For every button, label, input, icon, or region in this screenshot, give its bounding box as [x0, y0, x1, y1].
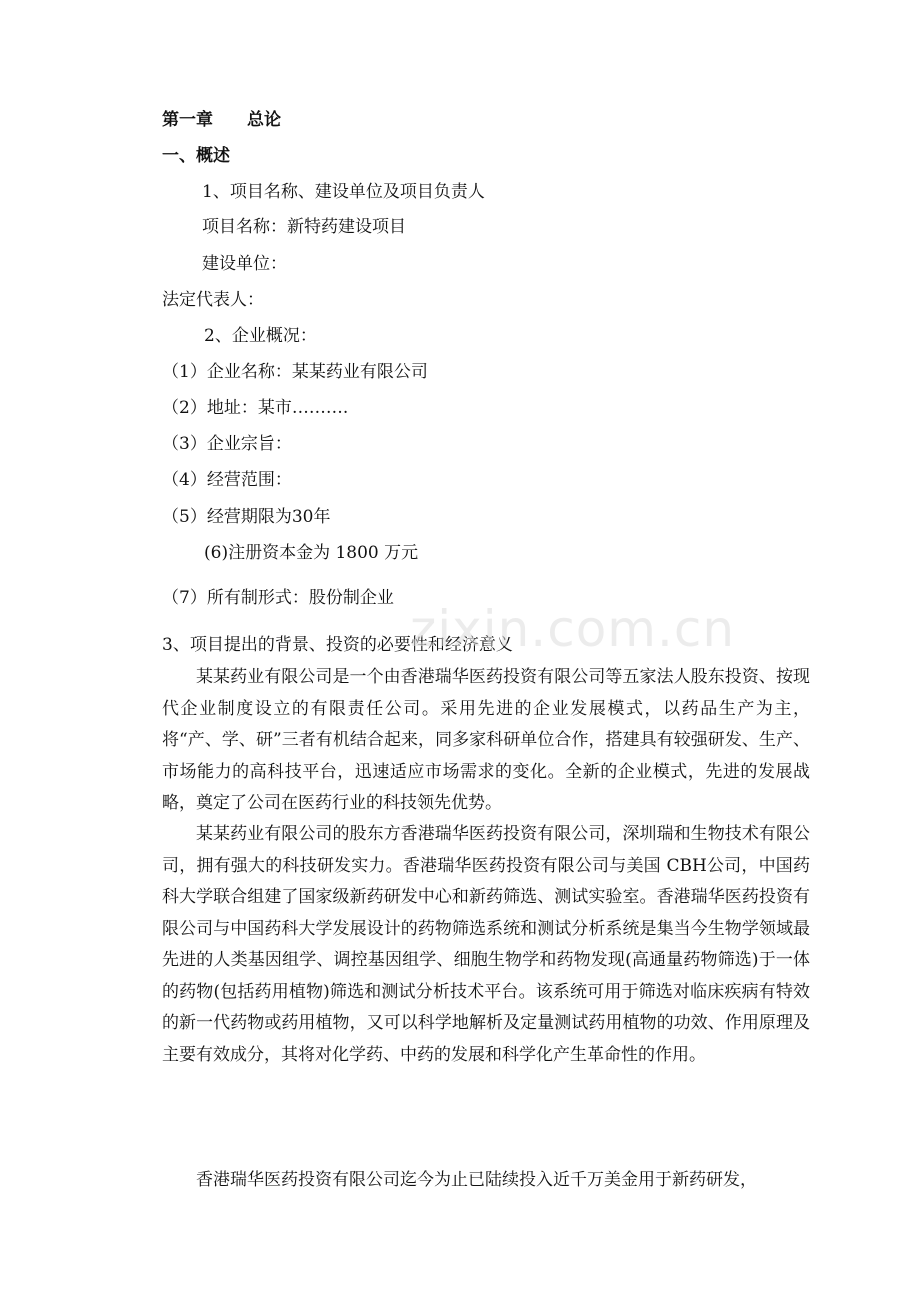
text-line-background-heading: 3、项目提出的背景、投资的必要性和经济意义	[162, 635, 513, 655]
chapter-title: 第一章 总论	[162, 110, 281, 130]
text-line-company-overview: 2、企业概况：	[204, 326, 317, 346]
text-line-purpose: （3）企业宗旨：	[162, 434, 292, 454]
paragraph-shareholders: 某某药业有限公司的股东方香港瑞华医药投资有限公司，深圳瑞和生物技术有限公司，拥有强大的科技研发实力。香港瑞华医药投资有限公司与美国 CBH公司，中国药科大学联合组建了国家级新药研发中心和新药筛选、测试实验室。香港瑞华医药投资有限公司与中国药科大学发展设计的药物筛选系统和测试分析系统是集当今生物学领域最先进的人类基因组学、调控基因组学、细胞生物学和药物发现(高通量药物筛选)于一体的药物(包括药用植物)筛选和测试分析技术平台。该系统可用于筛选对临床疾病有特效的新一代药物或药用植物，又可以科学地解析及定量测试药用植物的功效、作用原理及主要有效成分，其将对化学药、中药的发展和科学化产生革命性的作用。	[162, 824, 810, 1065]
text-line-business-scope: （4）经营范围：	[162, 470, 292, 490]
paragraph-company-intro: 某某药业有限公司是一个由香港瑞华医药投资有限公司等五家法人股东投资、按现代企业制度设立的有限责任公司。采用先进的企业发展模式，以药品生产为主，将“产、学、研”三者有机结合起来，同多家科研单位合作，搭建具有较强研发、生产、市场能力的高科技平台，迅速适应市场需求的变化。全新的企业模式，先进的发展战略，奠定了公司在医药行业的科技领先优势。	[162, 667, 810, 813]
paragraph-investment: 香港瑞华医药投资有限公司迄今为止已陆续投入近千万美金用于新药研发，	[196, 1170, 757, 1190]
text-line-ownership: （7）所有制形式：股份制企业	[162, 588, 394, 608]
text-line-address: （2）地址：某市……….	[162, 398, 349, 418]
text-line-project-name: 项目名称：新特药建设项目	[202, 217, 406, 237]
text-line-legal-rep: 法定代表人：	[162, 290, 264, 310]
text-line-term: （5）经营期限为30年	[162, 507, 331, 527]
text-line-project-heading: 1、项目名称、建设单位及项目负责人	[202, 182, 485, 202]
section-title: 一、概述	[162, 146, 230, 166]
text-line-build-unit: 建设单位：	[202, 254, 287, 274]
text-line-company-name: （1）企业名称：某某药业有限公司	[162, 362, 428, 382]
watermark: zixin.com.cn	[410, 600, 736, 658]
text-line-capital: (6)注册资本金为 1800 万元	[204, 543, 419, 563]
